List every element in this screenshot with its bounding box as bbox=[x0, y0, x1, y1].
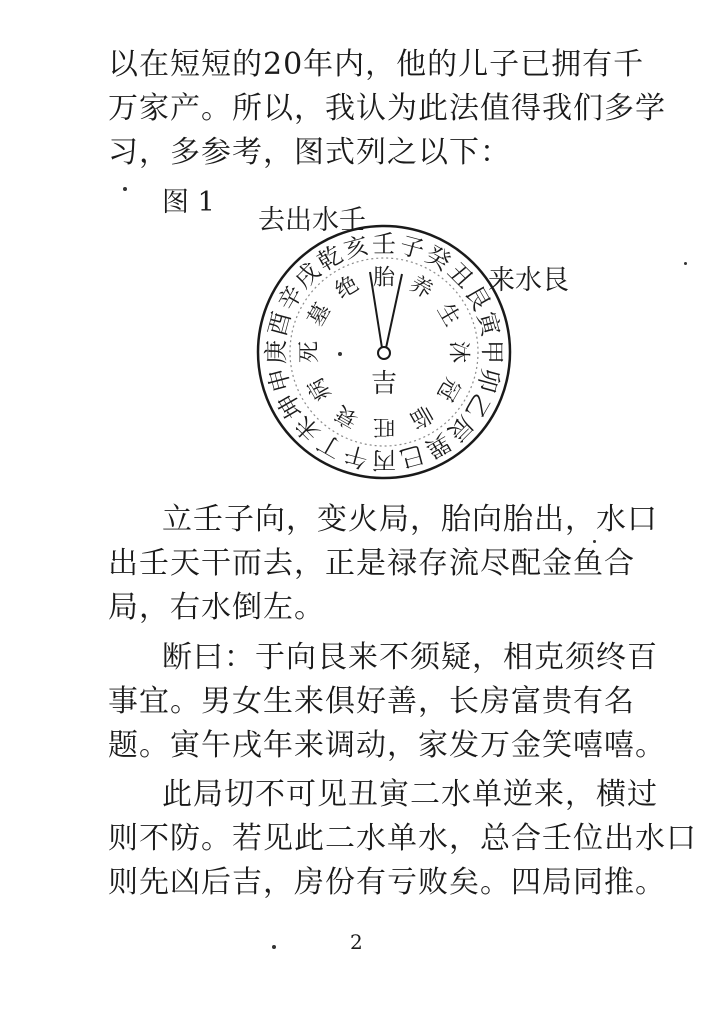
outer-ring-char-2: 癸 bbox=[420, 240, 456, 277]
para3-line-2: 则不防。若见此二水单水，总合壬位出水口 bbox=[108, 821, 697, 856]
inflow-label: 来水艮 bbox=[488, 265, 569, 296]
outer-ring-char-7: 卯 bbox=[471, 364, 505, 396]
intro-line-3: 习，多参考，图式列之以下： bbox=[108, 135, 511, 170]
inner-ring-char-1: 养 bbox=[405, 271, 437, 305]
outer-ring-char-1: 子 bbox=[396, 231, 428, 265]
outer-ring-char-8: 乙 bbox=[459, 388, 496, 424]
outer-ring-char-0: 壬 bbox=[372, 230, 396, 258]
para2-line-3: 题。寅午戌年来调动，家发万金笑嘻嘻。 bbox=[108, 728, 666, 763]
intro-line-2: 万家产。所以，我认为此法值得我们多学 bbox=[108, 91, 666, 126]
speck bbox=[593, 540, 596, 543]
outer-ring-char-19: 酉 bbox=[263, 308, 297, 340]
speck bbox=[338, 352, 342, 356]
para1-line-2: 出壬天干而去，正是禄存流尽配金鱼合 bbox=[108, 546, 635, 581]
speck bbox=[123, 187, 127, 191]
outer-ring-char-12: 丙 bbox=[372, 446, 396, 474]
outer-ring-char-4: 艮 bbox=[459, 280, 496, 316]
outflow-label: 去出水壬 bbox=[258, 205, 366, 236]
outer-ring-char-13: 午 bbox=[340, 439, 372, 473]
outer-ring-char-5: 寅 bbox=[471, 308, 505, 340]
para2-line-1: 断曰：于向艮来不须疑，相克须终百 bbox=[162, 640, 658, 675]
inner-ring-char-4: 冠 bbox=[431, 373, 465, 405]
inner-ring-char-9: 死 bbox=[297, 340, 323, 364]
inner-ring-char-5: 临 bbox=[405, 399, 437, 433]
para1-line-1: 立壬子向，变火局，胎向胎出，水口 bbox=[162, 502, 658, 537]
inner-ring-char-6: 旺 bbox=[372, 413, 396, 439]
outer-ring-char-17: 申 bbox=[263, 364, 297, 396]
page-number: 2 bbox=[350, 930, 363, 954]
speck bbox=[684, 262, 687, 265]
intro-line-1: 以在短短的20年内，他的儿子已拥有千 bbox=[108, 47, 645, 82]
inner-ring-char-11: 绝 bbox=[331, 271, 363, 305]
outer-ring-char-10: 巽 bbox=[420, 427, 456, 464]
outer-ring-char-6: 甲 bbox=[478, 340, 506, 364]
inner-ring-char-3: 沐 bbox=[445, 340, 471, 364]
outer-ring-char-16: 坤 bbox=[272, 388, 309, 424]
para3-line-3: 则先凶后吉，房份有亏败矣。四局同推。 bbox=[108, 865, 666, 900]
center-label: 吉 bbox=[370, 369, 398, 399]
outer-ring-char-18: 庚 bbox=[262, 340, 290, 364]
center-pin bbox=[378, 347, 390, 359]
para2-line-2: 事宜。男女生来俱好善，长房富贵有名 bbox=[108, 684, 635, 719]
inner-ring-char-7: 衰 bbox=[331, 399, 363, 433]
para3-line-1: 此局切不可见丑寅二水单逆来，横过 bbox=[162, 777, 658, 812]
inner-ring-char-2: 生 bbox=[431, 299, 465, 331]
outer-ring-char-3: 丑 bbox=[442, 257, 479, 294]
outer-ring-char-14: 丁 bbox=[312, 427, 348, 464]
outer-ring-char-20: 辛 bbox=[272, 280, 309, 316]
outer-ring-char-21: 戌 bbox=[289, 257, 326, 294]
outer-ring-char-22: 乾 bbox=[312, 240, 348, 277]
outer-ring-char-23: 亥 bbox=[340, 231, 372, 265]
outer-ring-char-15: 未 bbox=[289, 410, 326, 447]
outer-ring-char-11: 巳 bbox=[396, 439, 428, 473]
para1-line-3: 局，右水倒左。 bbox=[108, 590, 325, 625]
speck bbox=[272, 945, 276, 949]
inner-ring-char-10: 墓 bbox=[303, 299, 337, 331]
inner-ring-char-0: 胎 bbox=[372, 265, 396, 291]
figure-label: 图 1 bbox=[162, 187, 215, 218]
outer-ring-char-9: 辰 bbox=[442, 410, 479, 447]
inner-ring-char-8: 病 bbox=[303, 373, 337, 405]
